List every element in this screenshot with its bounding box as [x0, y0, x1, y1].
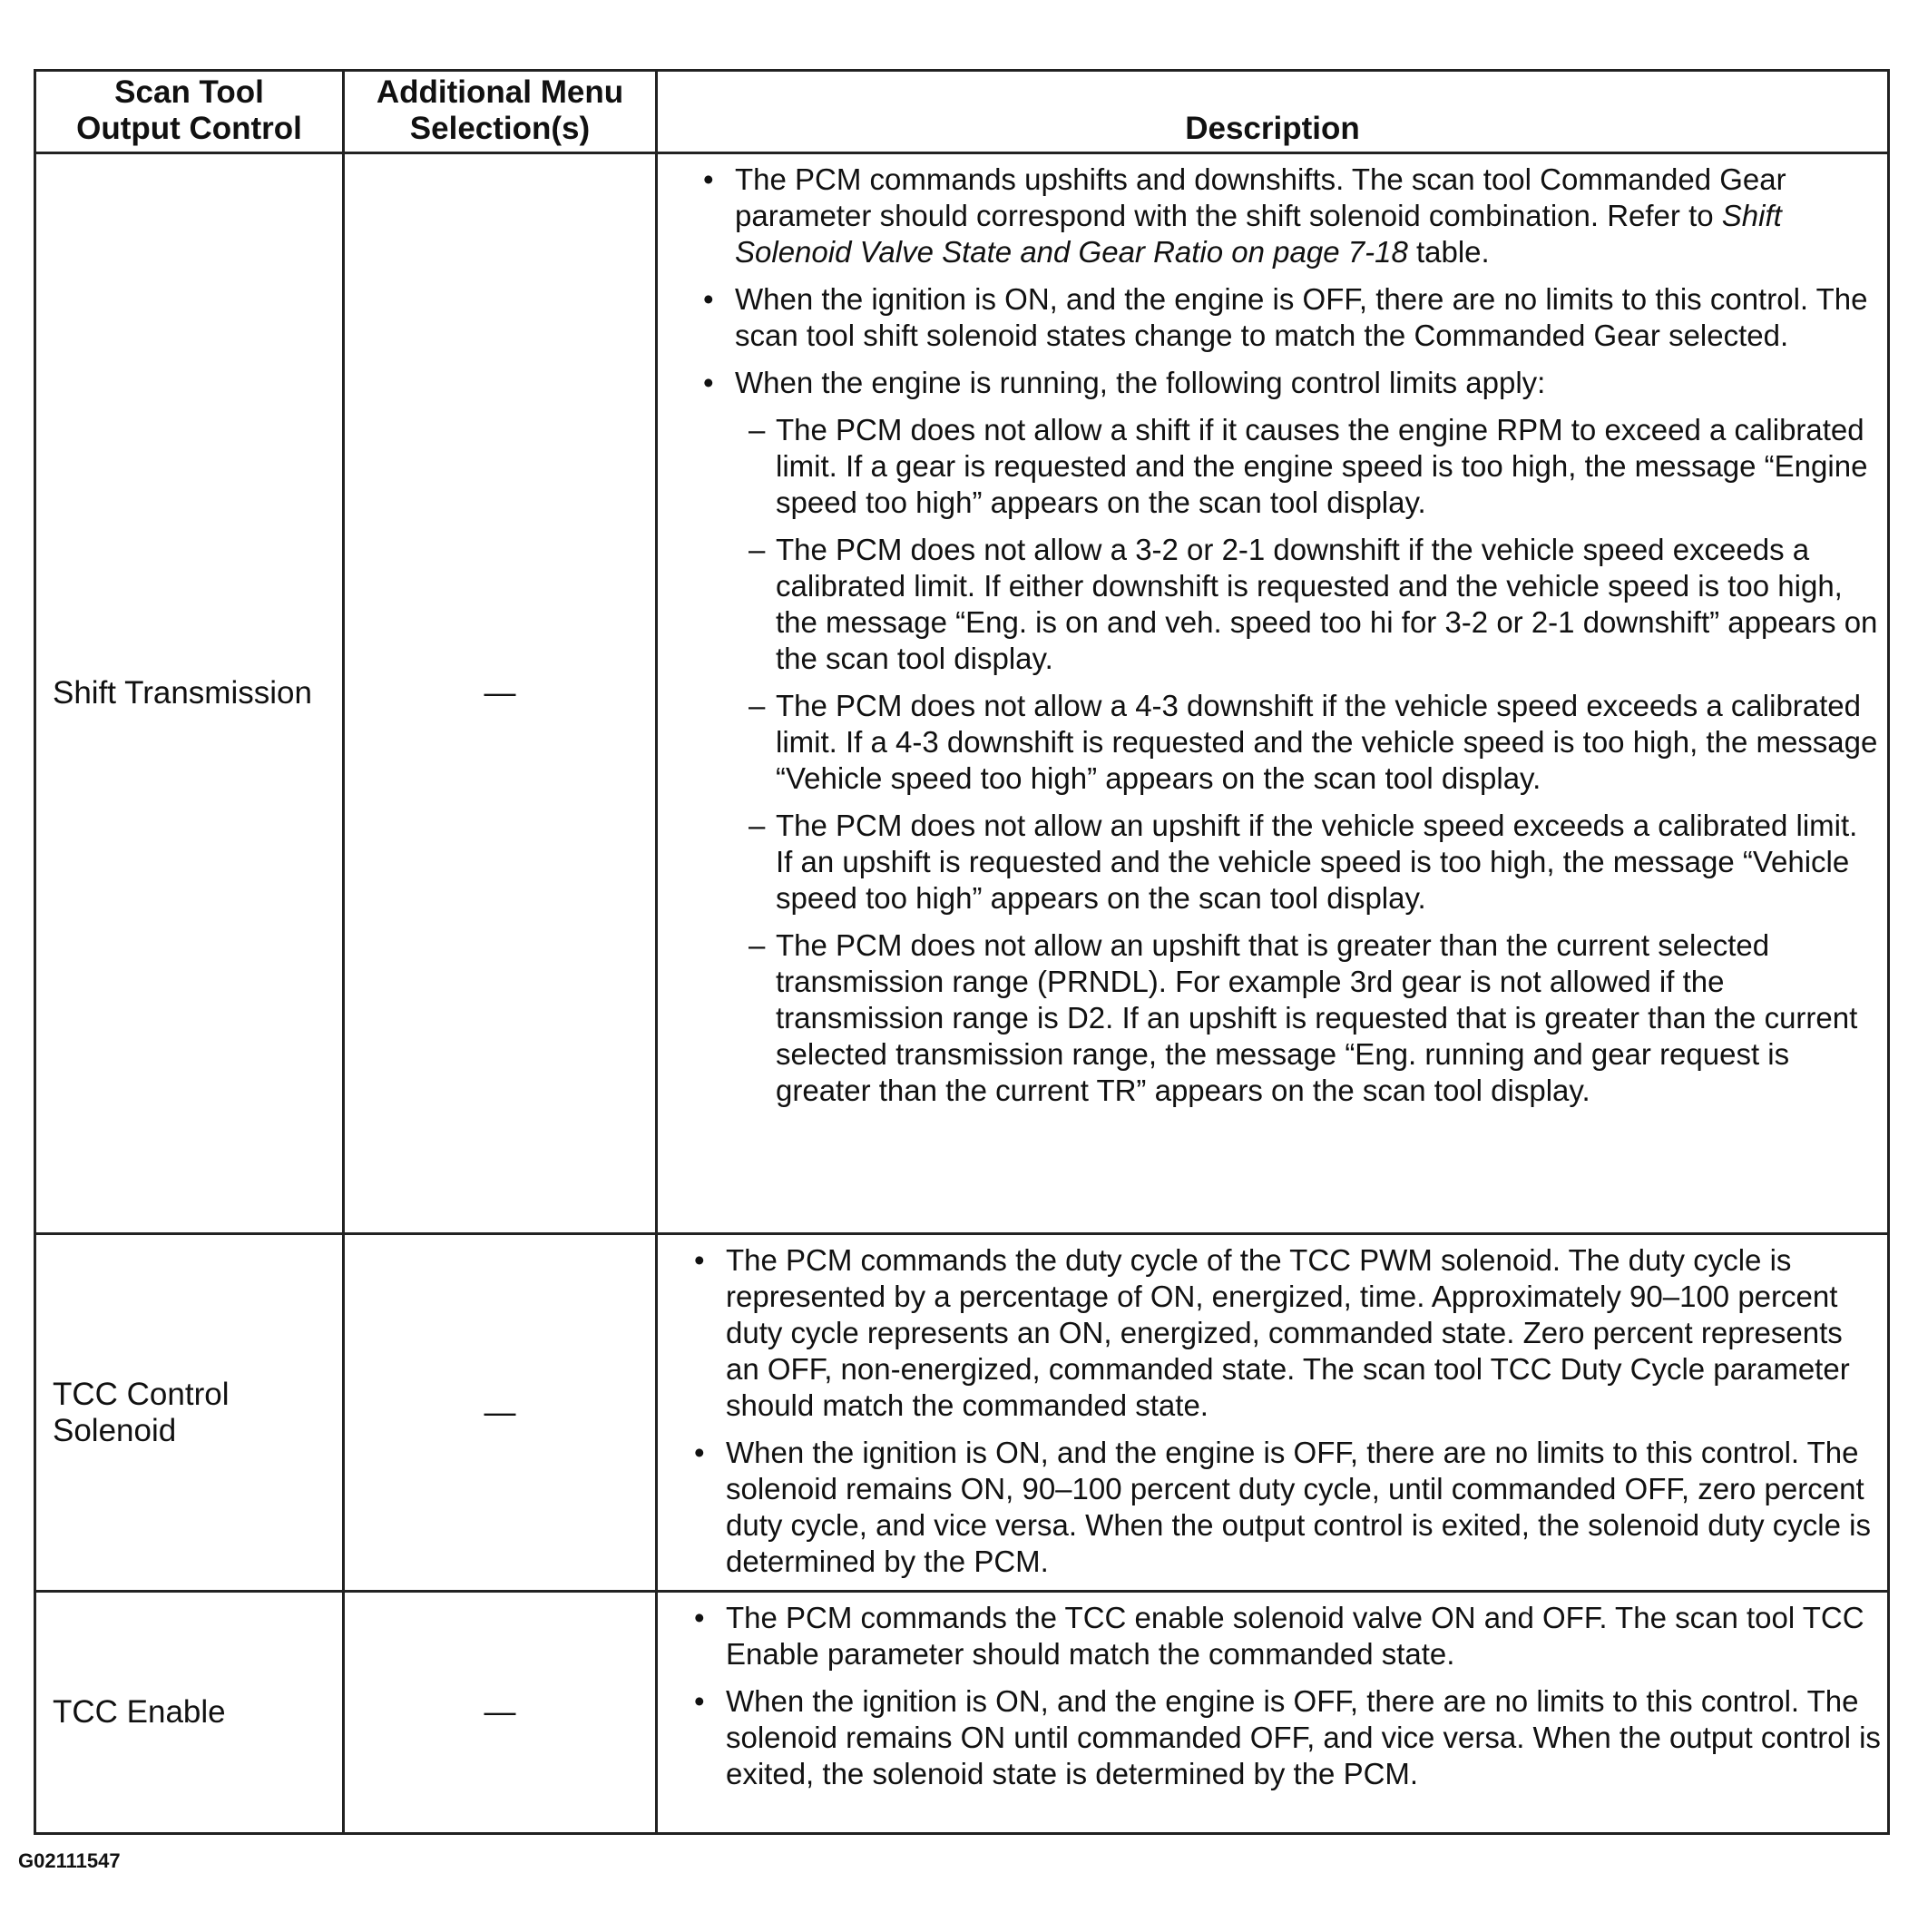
table-reference: Shift Solenoid Valve State and Gear Ratio on page 7-18 [735, 199, 1782, 269]
figure-code: G02111547 [18, 1849, 121, 1872]
description-list [694, 1242, 1882, 1591]
control-limit-item: – The PCM does not allow a shift if it causes the engine RPM to exceed a calibrated limit. If a gear is requested and the engine speed is too high, the message “Engine speed too high” appears on the scan tool display. [703, 412, 1882, 521]
header-description [658, 72, 1887, 152]
table-row-tcc-control-solenoid [36, 1235, 1887, 1593]
header-control-line-1: Scan Tool [114, 74, 264, 110]
description-bullet: • The PCM commands the duty cycle of the TCC PWM solenoid. The duty cycle is represented by a percentage of ON, energized, time. Approximately 90–100 percent duty cycle represents an ON, energized, commanded state. Zero percent represents an OFF, non-energized, commanded state. The scan tool TCC Duty Cycle parameter should match the commanded state. [694, 1242, 1882, 1424]
control-name: TCC Enable [53, 1694, 226, 1730]
description-bullet: • When the ignition is ON, and the engine is OFF, there are no limits to this control. The solenoid remains ON, 90–100 percent duty cycle, until commanded OFF, zero percent duty cycle, and vice versa. When the output control is exited, the solenoid duty cycle is determined by the PCM. [694, 1435, 1882, 1580]
menu-cell [345, 1593, 658, 1832]
table-row-shift-transmission [36, 154, 1887, 1235]
control-limit-item: – The PCM does not allow a 4-3 downshift if the vehicle speed exceeds a calibrated limit. If a 4-3 downshift is requested and the vehicle speed is too high, the message “Vehicle speed too high” appears on the scan tool display. [703, 688, 1882, 797]
description-bullet [703, 162, 1882, 270]
header-additional-menu-selections [345, 72, 658, 152]
control-name-line-1: TCC Control [53, 1376, 230, 1412]
header-scan-tool-output-control [36, 72, 345, 152]
header-description-label: Description [1185, 111, 1360, 146]
control-name [53, 1377, 333, 1449]
description-cell [658, 1593, 1887, 1832]
menu-cell [345, 1235, 658, 1590]
description-list [703, 162, 1882, 1120]
control-limit-item: – The PCM does not allow an upshift that is greater than the current selected transmission range (PRNDL). For example 3rd gear is not allowed if the transmission range is D2. If an upshift is requested that is greater than the current selected transmission range, the message “Eng. running and gear request is greater than the current TR” appears on the scan tool display. [703, 927, 1882, 1109]
table-header-row [36, 72, 1887, 154]
description-list [694, 1600, 1882, 1803]
control-name: Shift Transmission [53, 675, 312, 711]
control-cell [36, 1235, 345, 1590]
menu-selection-dash: — [484, 1394, 516, 1430]
menu-cell [345, 154, 658, 1232]
description-cell [658, 154, 1887, 1232]
description-bullet: • When the ignition is ON, and the engine is OFF, there are no limits to this control. The scan tool shift solenoid states change to match the Commanded Gear selected. [703, 281, 1882, 354]
bullet-text-end: table. [1415, 235, 1490, 269]
header-menu-line-2: Selection(s) [409, 111, 591, 146]
table-row-tcc-enable [36, 1593, 1887, 1832]
menu-selection-dash: — [484, 1694, 516, 1730]
header-menu-line-1: Additional Menu [376, 74, 624, 110]
control-limit-item: – The PCM does not allow an upshift if the vehicle speed exceeds a calibrated limit. If an upshift is requested and the vehicle speed is too high, the message “Vehicle speed too high” appears on the scan tool display. [703, 808, 1882, 917]
description-bullet: • When the engine is running, the following control limits apply: [703, 365, 1882, 401]
description-bullet: • When the ignition is ON, and the engine is OFF, there are no limits to this control. The solenoid remains ON until commanded OFF, and vice versa. When the output control is exited, the solenoid state is determined by the PCM. [694, 1683, 1882, 1792]
control-limit-item: – The PCM does not allow a 3-2 or 2-1 downshift if the vehicle speed exceeds a calibrated limit. If either downshift is requested and the vehicle speed is too high, the message “Eng. is on and veh. speed too hi for 3-2 or 2-1 downshift” appears on the scan tool display. [703, 532, 1882, 677]
output-control-table [34, 69, 1890, 1835]
header-control-line-2: Output Control [76, 111, 302, 146]
control-name-line-2: Solenoid [53, 1412, 177, 1448]
control-cell [36, 1593, 345, 1832]
bullet-text: The PCM commands upshifts and downshifts. The scan tool Commanded Gear parameter should correspond with the shift solenoid combination. Refer to [735, 162, 1786, 232]
menu-selection-dash: — [484, 675, 516, 711]
control-cell [36, 154, 345, 1232]
description-cell [658, 1235, 1887, 1590]
description-bullet: • The PCM commands the TCC enable solenoid valve ON and OFF. The scan tool TCC Enable parameter should match the commanded state. [694, 1600, 1882, 1672]
